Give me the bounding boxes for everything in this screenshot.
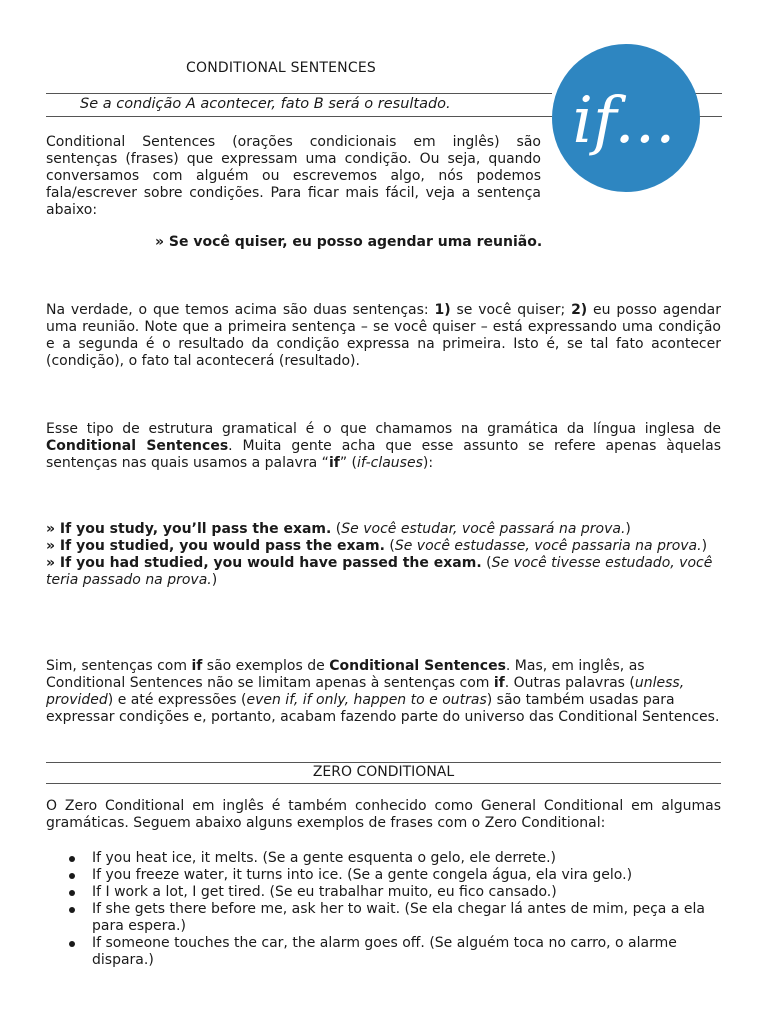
scope-bold-1: if xyxy=(191,658,203,674)
structure-italic-1: if-clauses xyxy=(357,455,423,471)
example-english: » If you study, you’ll pass the exam. xyxy=(46,521,332,537)
example-translation: Se você estudar, você passará na prova. xyxy=(341,521,626,537)
structure-text-4: ): xyxy=(422,455,434,471)
structure-text-3: ” ( xyxy=(339,455,357,471)
example-quote: » Se você quiser, eu posso agendar uma reunião. xyxy=(155,234,543,250)
zero-conditional-intro: O Zero Conditional em inglês é também conhecido como General Conditional em algumas gramáticas. Seguem abaixo alguns exemplos de frases com o Zero Conditional: xyxy=(46,798,721,831)
scope-text-2: são exemplos de xyxy=(202,658,330,674)
scope-bold-3: if xyxy=(493,675,505,691)
list-item-text: If I work a lot, I get tired. (Se eu trabalhar muito, eu fico cansado.) xyxy=(92,884,557,900)
list-item-text: If she gets there before me, ask her to wait. (Se ela chegar lá antes de mim, peça a ela para espera.) xyxy=(92,901,705,934)
if-logo xyxy=(552,44,700,192)
structure-bold-1: Conditional Sentences xyxy=(46,438,229,454)
example-english: » If you had studied, you would have passed the exam. xyxy=(46,555,482,571)
scope-italic-1: unless, provided xyxy=(46,675,685,708)
explanation-text-3: eu posso agendar uma reunião. Note que a primeira sentença – se você quiser – está expressando uma condição e a segunda é o resultado da condição expressa na primeira. Isto é, se tal fato acontecer (condição), o fato tal acontecerá (resultado). xyxy=(46,302,721,369)
example-list xyxy=(46,521,721,589)
logo-text: if... xyxy=(572,84,676,158)
bullet-icon xyxy=(69,856,75,862)
section-rule-top xyxy=(46,762,721,763)
example-translation: Se você estudasse, você passaria na prova. xyxy=(394,538,702,554)
list-item xyxy=(46,935,726,969)
scope-italic-2: even if, if only, happen to e outras xyxy=(246,692,487,708)
example-english: » If you studied, you would pass the exam. xyxy=(46,538,385,554)
intro-paragraph: Conditional Sentences (orações condicionais em inglês) são sentenças (frases) que expressam uma condição. Ou seja, quando conversamos com alguém ou escrevemos algo, nós podemos fala/escrever sobre condições. Para ficar mais fácil, veja a sentença abaixo: xyxy=(46,134,541,218)
bullet-icon xyxy=(69,890,75,896)
bullet-list xyxy=(46,850,726,969)
list-item-text: If you heat ice, it melts. (Se a gente esquenta o gelo, ele derrete.) xyxy=(92,850,557,866)
list-item-text: If you freeze water, it turns into ice. (Se a gente congela água, ela vira gelo.) xyxy=(92,867,633,883)
scope-text-4: . Outras palavras ( xyxy=(504,675,635,691)
title-rule-top xyxy=(46,93,552,94)
structure-text-2: . Muita gente acha que esse assunto se refere apenas àquelas sentenças nas quais usamos a palavra “ xyxy=(46,438,721,471)
list-item xyxy=(46,884,726,901)
page-subtitle: Se a condição A acontecer, fato B será o resultado. xyxy=(80,96,451,112)
example-item: » If you had studied, you would have passed the exam. (Se você tivesse estudado, você teria passado na prova.) xyxy=(46,555,713,588)
section-heading: ZERO CONDITIONAL xyxy=(312,764,455,780)
page-title: CONDITIONAL SENTENCES xyxy=(186,60,376,76)
scope-text-5: ) e até expressões ( xyxy=(107,692,247,708)
title-rule-bottom xyxy=(46,116,552,117)
scope-text-1: Sim, sentenças com xyxy=(46,658,192,674)
example-item: » If you study, you’ll pass the exam. (Se você estudar, você passará na prova.) xyxy=(46,521,631,537)
example-translation: Se você tivesse estudado, você teria passado na prova. xyxy=(46,555,713,588)
structure-paragraph xyxy=(46,421,721,472)
explanation-text-2: se você quiser; xyxy=(450,302,572,318)
list-item xyxy=(46,850,726,867)
bullet-icon xyxy=(69,941,75,947)
scope-text-3: . Mas, em inglês, as Conditional Sentences não se limitam apenas à sentenças com xyxy=(46,658,645,691)
list-item-text: If someone touches the car, the alarm goes off. (Se alguém toca no carro, o alarme dispara.) xyxy=(92,935,677,968)
structure-text-1: Esse tipo de estrutura gramatical é o que chamamos na gramática da língua inglesa de xyxy=(46,421,721,437)
explanation-number-2: 2) xyxy=(571,302,588,318)
structure-bold-2: if xyxy=(328,455,340,471)
explanation-text-1: Na verdade, o que temos acima são duas sentenças: xyxy=(46,302,435,318)
bullet-icon xyxy=(69,907,75,913)
explanation-paragraph xyxy=(46,302,721,370)
section-rule-bottom xyxy=(46,783,721,784)
explanation-number-1: 1) xyxy=(434,302,451,318)
example-item: » If you studied, you would pass the exam. (Se você estudasse, você passaria na prova.) xyxy=(46,538,708,554)
list-item xyxy=(46,867,726,884)
bullet-icon xyxy=(69,873,75,879)
scope-text-6: ) são também usadas para expressar condições e, portanto, acabam fazendo parte do universo das Conditional Sentences. xyxy=(46,692,720,725)
scope-paragraph xyxy=(46,658,721,726)
list-item xyxy=(46,901,726,935)
scope-bold-2: Conditional Sentences xyxy=(329,658,506,674)
